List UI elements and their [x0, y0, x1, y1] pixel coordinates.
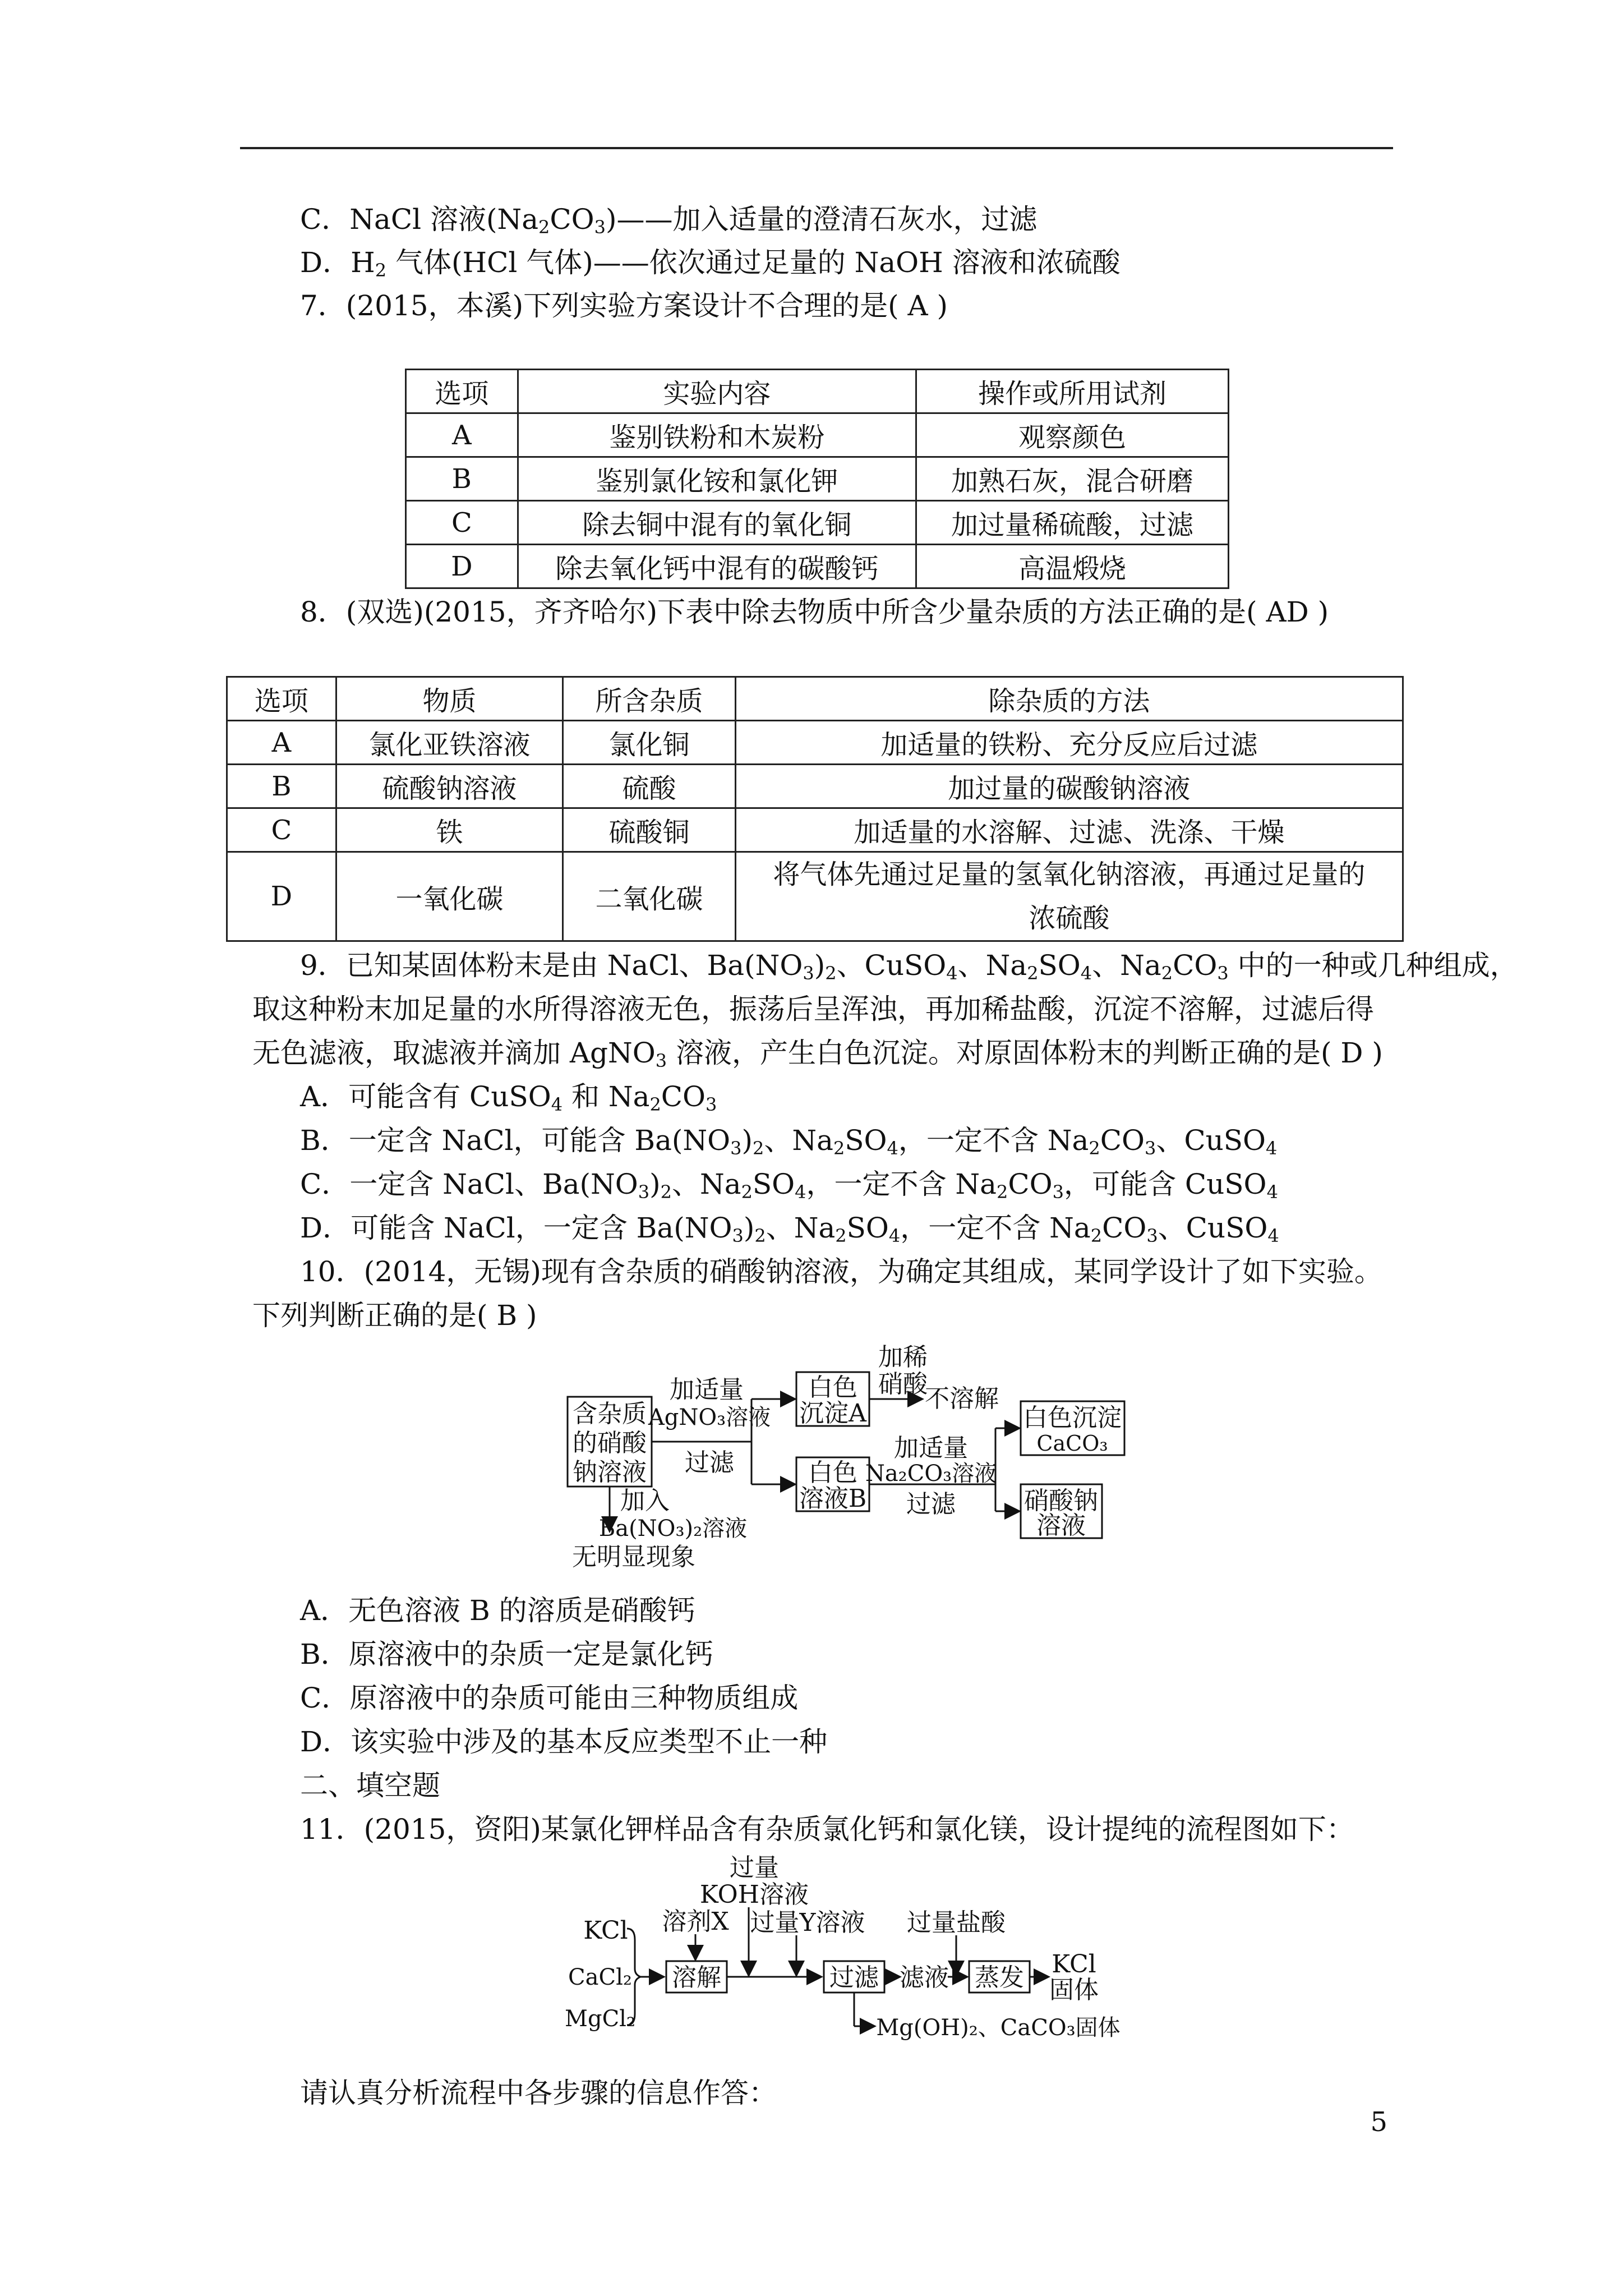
q7-header-cell: 操作或所用试剂 — [916, 370, 1229, 413]
q10-step1-b: AgNO₃溶液 — [648, 1405, 771, 1430]
q8-cell: B — [227, 765, 336, 808]
q8-header-cell: 所含杂质 — [563, 677, 736, 721]
q10-step2-c: 过滤 — [906, 1490, 956, 1519]
q10-boxB-l2: 溶液B — [799, 1484, 867, 1513]
page-number: 5 — [1370, 2106, 1387, 2138]
q11-hcl: 过量盐酸 — [907, 1908, 1006, 1937]
q9-line1: 9．已知某固体粉末是由 NaCl、$Ba(NO_3)_2$、CuSO$_4$、$Na_2SO_4$、$Na_2CO_3$ 中的一种或几种组成， — [300, 949, 1518, 984]
q9-option-b: B．一定含 NaCl，可能含 $Ba(NO_3)_2$、$Na_2SO_4$，一定不含 $Na_2CO_3$、CuSO$_4$ — [300, 1124, 1278, 1159]
q8-method-line2: 浓硫酸 — [1029, 903, 1110, 934]
q9-option-c: C．一定含 NaCl、$Ba(NO_3)_2$、$Na_2SO_4$，一定不含 $Na_2CO_3$，可能含 CuSO$_4$ — [300, 1168, 1278, 1203]
header-rule — [240, 147, 1393, 149]
q7-cell: 加熟石灰，混合研磨 — [916, 457, 1229, 501]
q10-boxA-l1: 白色 — [808, 1373, 857, 1402]
q10-line1: 10．(2014，无锡)现有含杂质的硝酸钠溶液，为确定其组成，某同学设计了如下实验。 — [300, 1255, 1382, 1288]
q10-option-a: A．无色溶液 B 的溶质是硝酸钙 — [300, 1594, 695, 1627]
q10-down-l1: 加入 — [620, 1487, 670, 1515]
section-2-heading: 二、填空题 — [300, 1769, 440, 1802]
q10-step2-a: 加适量 — [894, 1434, 968, 1462]
q11-solids: Mg(OH)₂、CaCO₃固体 — [876, 2015, 1121, 2041]
q11-followup: 请认真分析流程中各步骤的信息作答： — [300, 2077, 777, 2109]
q7-cell: A — [406, 413, 518, 457]
q10-option-c: C．原溶液中的杂质可能由三种物质组成 — [300, 1682, 799, 1714]
q7-cell: 除去铜中混有的氧化铜 — [518, 501, 916, 545]
q7-header-cell: 实验内容 — [518, 370, 916, 413]
q11-mgcl2: MgCl₂ — [565, 2006, 635, 2032]
q10-down-l3: 无明显现象 — [572, 1543, 695, 1571]
q9-line3: 无色滤液，取滤液并滴加 AgNO$_3$ 溶液，产生白色沉淀。对原固体粉末的判断正确的是( D ) — [252, 1037, 1383, 1071]
q7-cell: D — [406, 545, 518, 588]
q8-cell: 加过量的碳酸钠溶液 — [735, 765, 1403, 808]
q8-cell: 硫酸铜 — [563, 808, 736, 852]
q8-cell: 加适量的水溶解、过滤、洗涤、干燥 — [735, 808, 1403, 852]
q10-option-d: D．该实验中涉及的基本反应类型不止一种 — [300, 1726, 828, 1758]
q8-cell: D — [227, 852, 336, 941]
q11-flow-diagram — [561, 1851, 1144, 2053]
q8-cell: 氯化亚铁溶液 — [336, 721, 562, 765]
q7-cell: 高温煅烧 — [916, 545, 1229, 588]
q11-kcl: KCl — [583, 1916, 628, 1945]
q11-dissolve: 溶解 — [672, 1963, 721, 1992]
q7-cell: 加过量稀硫酸，过滤 — [916, 501, 1229, 545]
q10-step2-b: Na₂CO₃溶液 — [865, 1461, 997, 1487]
q8-cell: 氯化铜 — [563, 721, 736, 765]
q10-acid-l2: 硝酸 — [878, 1370, 928, 1398]
q11-koh-l2: KOH溶液 — [699, 1880, 809, 1909]
q11-filter: 过滤 — [829, 1963, 879, 1992]
q10-line2: 下列判断正确的是( B ) — [252, 1299, 537, 1332]
q6-option-d: D．$H_2$ 气体(HCl 气体)——依次通过足量的 NaOH 溶液和浓硫酸 — [300, 246, 1121, 281]
q10-down-l2: Ba(NO₃)₂溶液 — [598, 1516, 748, 1542]
q11-product-l1: KCl — [1052, 1950, 1096, 1978]
q10-boxA-l2: 沉淀A — [799, 1399, 866, 1428]
q8-method-line1: 将气体先通过足量的氢氧化钠溶液，再通过足量的 — [773, 859, 1366, 890]
q8-cell: C — [227, 808, 336, 852]
q8-table — [226, 676, 1404, 942]
q7-header-cell: 选项 — [406, 370, 518, 413]
q11-product-l2: 固体 — [1049, 1976, 1099, 2004]
q8-cell: 铁 — [336, 808, 562, 852]
q10-ppt-l1: 白色沉淀 — [1023, 1404, 1122, 1432]
q8-cell: 二氧化碳 — [563, 852, 736, 941]
q11-cacl2: CaCl₂ — [568, 1964, 632, 1990]
q10-start-l3: 钠溶液 — [573, 1458, 647, 1487]
q8-cell: 硫酸钠溶液 — [336, 765, 562, 808]
q8-cell: 加适量的铁粉、充分反应后过滤 — [735, 721, 1403, 765]
q11-filtrate: 滤液 — [900, 1963, 949, 1992]
q10-ppt-l2: CaCO₃ — [1036, 1431, 1108, 1456]
q10-sol-l2: 溶液 — [1036, 1511, 1086, 1540]
q8-header-cell: 物质 — [336, 677, 562, 721]
q7-table — [405, 369, 1229, 589]
q11-koh-l1: 过量 — [730, 1853, 779, 1882]
q6-option-c: C．NaCl 溶液$(Na_2CO_3)——$加入适量的澄清石灰水，过滤 — [300, 203, 1038, 238]
q7-cell: B — [406, 457, 518, 501]
q9-option-a: A．可能含有 CuSO$_4$ 和 $Na_2CO_3$ — [300, 1080, 717, 1115]
q7-cell: C — [406, 501, 518, 545]
q10-step1-a: 加适量 — [670, 1375, 744, 1404]
q10-insoluble: 不溶解 — [925, 1384, 999, 1413]
q10-start-l2: 的硝酸 — [573, 1429, 647, 1457]
q10-option-b: B．原溶液中的杂质一定是氯化钙 — [300, 1638, 713, 1671]
q8-cell: A — [227, 721, 336, 765]
q10-sol-l1: 硝酸钠 — [1024, 1487, 1098, 1515]
q8-header-cell: 除杂质的方法 — [735, 677, 1403, 721]
q8-header-cell: 选项 — [227, 677, 336, 721]
q7-cell: 鉴别铁粉和木炭粉 — [518, 413, 916, 457]
q8-cell-method — [735, 852, 1403, 941]
q8-cell: 一氧化碳 — [336, 852, 562, 941]
q11-evaporate: 蒸发 — [975, 1963, 1024, 1992]
q7-cell: 鉴别氯化铵和氯化钾 — [518, 457, 916, 501]
q10-boxB-l1: 白色 — [808, 1458, 857, 1487]
q7-cell: 观察颜色 — [916, 413, 1229, 457]
q8-stem: 8．(双选)(2015，齐齐哈尔)下表中除去物质中所含少量杂质的方法正确的是( AD ) — [300, 596, 1329, 628]
q7-cell: 除去氧化钙中混有的碳酸钙 — [518, 545, 916, 588]
q10-step1-c: 过滤 — [685, 1448, 734, 1477]
q10-flow-diagram — [566, 1341, 1155, 1576]
q11-reagent-x: 溶剂X — [662, 1907, 729, 1936]
q11-stem: 11．(2015，资阳)某氯化钾样品含有杂质氯化钙和氯化镁，设计提纯的流程图如下： — [300, 1813, 1354, 1846]
q9-option-d: D．可能含 NaCl，一定含 $Ba(NO_3)_2$、$Na_2SO_4$，一定不含 $Na_2CO_3$、CuSO$_4$ — [300, 1212, 1279, 1246]
q10-start-l1: 含杂质 — [573, 1400, 647, 1428]
q10-acid-l1: 加稀 — [878, 1343, 928, 1372]
q8-cell: 硫酸 — [563, 765, 736, 808]
q9-line2: 取这种粉末加足量的水所得溶液无色，振荡后呈浑浊，再加稀盐酸，沉淀不溶解，过滤后得 — [252, 993, 1374, 1025]
q11-y-excess: 过量Y溶液 — [750, 1908, 865, 1937]
q7-stem: 7．(2015，本溪)下列实验方案设计不合理的是( A ) — [300, 289, 948, 322]
